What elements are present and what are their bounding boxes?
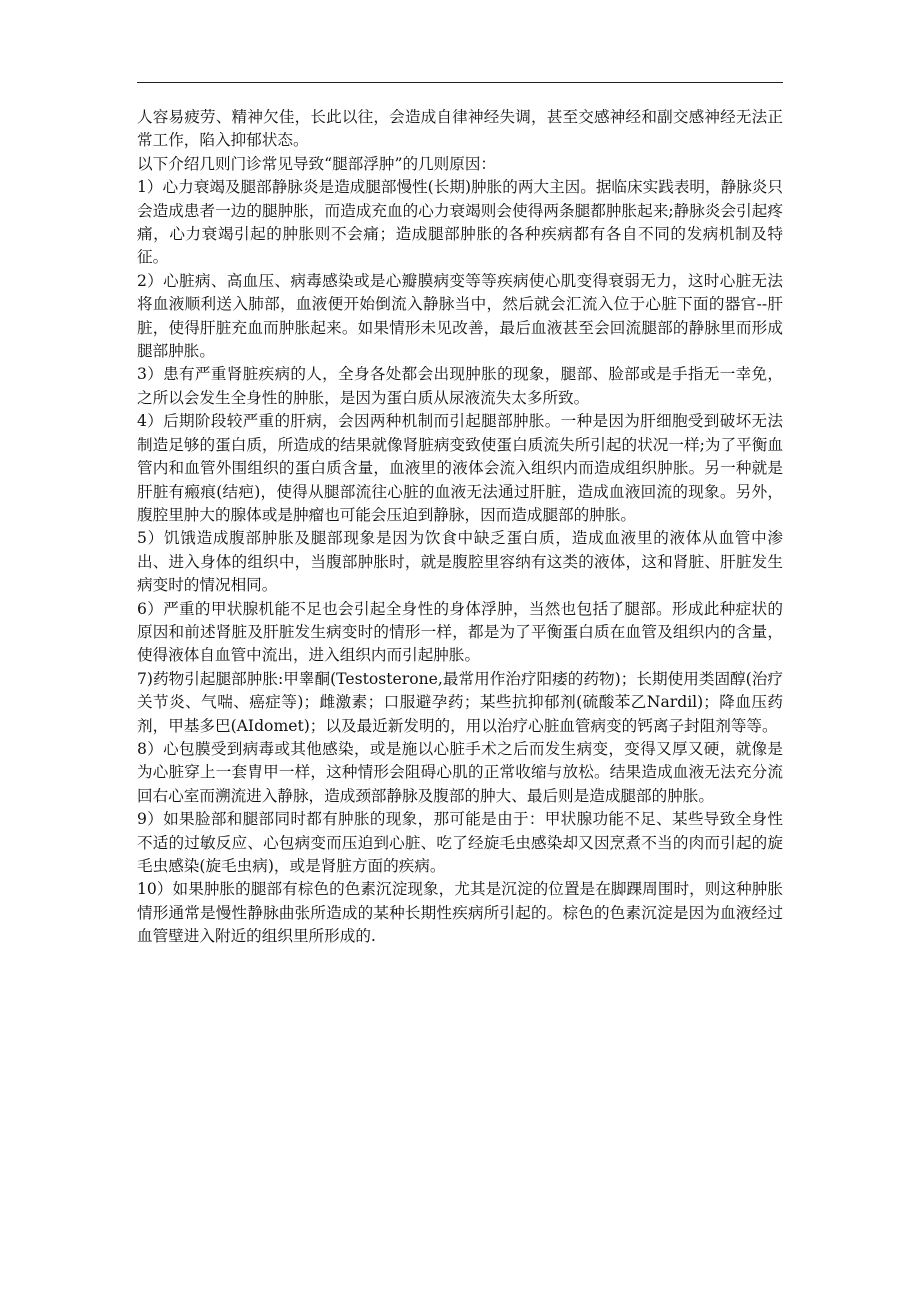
paragraph-item-8: 8）心包膜受到病毒或其他感染，或是施以心脏手术之后而发生病变，变得又厚又硬，就像是为心脏穿上一套胄甲一样，这种情形会阻碍心肌的正常收缩与放松。结果造成血液无法充分流回右心室而溯流进入静脉，造成颈部静脉及腹部的肿大、最后则是造成腿部的肿胀。	[137, 739, 783, 805]
paragraph-lead: 以下介绍几则门诊常见导致“腿部浮肿”的几则原因：	[137, 154, 497, 173]
paragraph-intro: 人容易疲劳、精神欠佳，长此以往，会造成自律神经失调，甚至交感神经和副交感神经无法正常工作，陷入抑郁状态。	[137, 108, 783, 150]
paragraph-item-5: 5）饥饿造成腹部肿胀及腿部现象是因为饮食中缺乏蛋白质，造成血液里的液体从血管中渗出、进入身体的组织中，当腹部肿胀时，就是腹腔里容纳有这类的液体，这和肾脏、肝脏发生病变时的情况相同。	[137, 529, 783, 595]
paragraph-item-6: 6）严重的甲状腺机能不足也会引起全身性的身体浮肿，当然也包括了腿部。形成此种症状的原因和前述肾脏及肝脏发生病变时的情形一样，都是为了平衡蛋白质在血管及组织内的含量，使得液体自血管中流出，进入组织内而引起肿胀。	[137, 599, 783, 665]
document-body	[137, 106, 783, 949]
paragraph-item-9: 9）如果脸部和腿部同时都有肿胀的现象，那可能是由于：甲状腺功能不足、某些导致全身性不适的过敏反应、心包病变而压迫到心脏、吃了经旋毛虫感染却又因烹煮不当的肉而引起的旋毛虫感染(旋毛虫病)，或是肾脏方面的疾病。	[137, 810, 783, 875]
paragraph-item-10: 10）如果肿胀的腿部有棕色的色素沉淀现象，尤其是沉淀的位置是在脚踝周围时，则这种肿胀情形通常是慢性静脉曲张所造成的某种长期性疾病所引起的。棕色的色素沉淀是因为血液经过血管壁进入附近的组织里所形成的.	[137, 880, 783, 946]
paragraph-item-2: 2）心脏病、高血压、病毒感染或是心瓣膜病变等等疾病使心肌变得衰弱无力，这时心脏无法将血液顺利送入肺部，血液便开始倒流入静脉当中，然后就会汇流入位于心脏下面的器官--肝脏，使得肝脏充血而肿胀起来。如果情形未见改善，最后血液甚至会回流腿部的静脉里而形成腿部肿胀。	[137, 271, 783, 361]
header-rule	[137, 82, 783, 83]
paragraph-item-3: 3）患有严重肾脏疾病的人，全身各处都会出现肿胀的现象，腿部、脸部或是手指无一幸免，之所以会发生全身性的肿胀，是因为蛋白质从尿液流失太多所致。	[137, 365, 783, 407]
paragraph-item-4: 4）后期阶段较严重的肝病，会因两种机制而引起腿部肿胀。一种是因为肝细胞受到破坏无法制造足够的蛋白质，所造成的结果就像肾脏病变致使蛋白质流失所引起的状况一样;为了平衡血管内和血管外围组织的蛋白质含量，血液里的液体会流入组织内而造成组织肿胀。另一种就是肝脏有瘢痕(结疤)，使得从腿部流往心脏的血液无法通过肝脏，造成血液回流的现象。另外，腹腔里肿大的腺体或是肿瘤也可能会压迫到静脉，因而造成腿部的肿胀。	[137, 412, 783, 524]
paragraph-item-7: 7)药物引起腿部肿胀:甲睾酮(Testosterone,最常用作治疗阳痿的药物)；长期使用类固醇(治疗关节炎、气喘、癌症等)；雌激素；口服避孕药；某些抗抑郁剂(硫酸苯乙Nardil)；降血压药剂，甲基多巴(AIdomet)；以及最近新发明的，用以治疗心脏血管病变的钙离子封阻剂等等。	[137, 669, 783, 735]
paragraph-item-1: 1）心力衰竭及腿部静脉炎是造成腿部慢性(长期)肿胀的两大主因。据临床实践表明，静脉炎只会造成患者一边的腿肿胀，而造成充血的心力衰竭则会使得两条腿都肿胀起来;静脉炎会引起疼痛，心力衰竭引起的肿胀则不会痛；造成腿部肿胀的各种疾病都有各自不同的发病机制及特征。	[137, 178, 783, 267]
